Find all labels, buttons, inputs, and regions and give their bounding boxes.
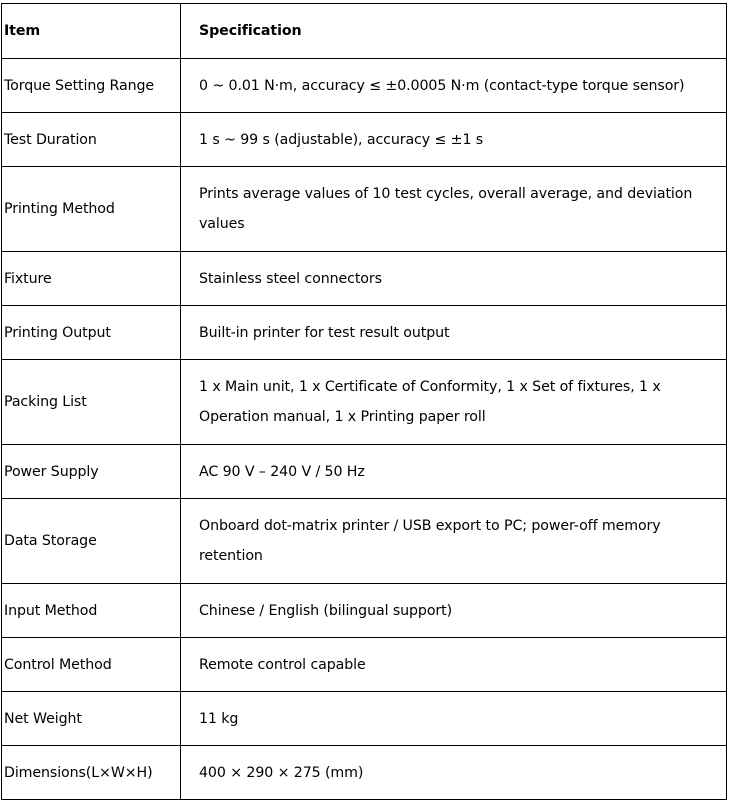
- header-specification: Specification: [181, 4, 727, 59]
- row-value: 400 × 290 × 275 (mm): [181, 746, 727, 800]
- row-value: Stainless steel connectors: [181, 252, 727, 306]
- row-item: Dimensions(L×W×H): [2, 746, 181, 800]
- header-item: Item: [2, 4, 181, 59]
- row-item: Input Method: [2, 584, 181, 638]
- table-row: [2, 746, 727, 800]
- table-row: [2, 445, 727, 499]
- row-value: 11 kg: [181, 692, 727, 746]
- specification-table: [1, 3, 727, 800]
- row-item: Torque Setting Range: [2, 59, 181, 113]
- table-row: [2, 584, 727, 638]
- row-item: Power Supply: [2, 445, 181, 499]
- table-row: [2, 252, 727, 306]
- row-item: Fixture: [2, 252, 181, 306]
- table-header-row: [2, 4, 727, 59]
- row-item: Control Method: [2, 638, 181, 692]
- row-value: 0 ~ 0.01 N·m, accuracy ≤ ±0.0005 N·m (contact-type torque sensor): [181, 59, 727, 113]
- table-row: [2, 360, 727, 445]
- table-row: [2, 306, 727, 360]
- row-value: Prints average values of 10 test cycles, overall average, and deviation values: [181, 167, 727, 252]
- table-row: [2, 113, 727, 167]
- table-row: [2, 499, 727, 584]
- row-item: Net Weight: [2, 692, 181, 746]
- row-value: Built-in printer for test result output: [181, 306, 727, 360]
- row-value: 1 s ~ 99 s (adjustable), accuracy ≤ ±1 s: [181, 113, 727, 167]
- table-row: [2, 638, 727, 692]
- row-item: Data Storage: [2, 499, 181, 584]
- row-value: Onboard dot-matrix printer / USB export to PC; power-off memory retention: [181, 499, 727, 584]
- table-row: [2, 59, 727, 113]
- row-item: Printing Method: [2, 167, 181, 252]
- row-value: Remote control capable: [181, 638, 727, 692]
- row-item: Printing Output: [2, 306, 181, 360]
- row-value: AC 90 V – 240 V / 50 Hz: [181, 445, 727, 499]
- row-value: 1 x Main unit, 1 x Certificate of Conformity, 1 x Set of fixtures, 1 x Operation manual, 1 x Printing paper roll: [181, 360, 727, 445]
- table-row: [2, 692, 727, 746]
- row-item: Test Duration: [2, 113, 181, 167]
- row-value: Chinese / English (bilingual support): [181, 584, 727, 638]
- table-row: [2, 167, 727, 252]
- row-item: Packing List: [2, 360, 181, 445]
